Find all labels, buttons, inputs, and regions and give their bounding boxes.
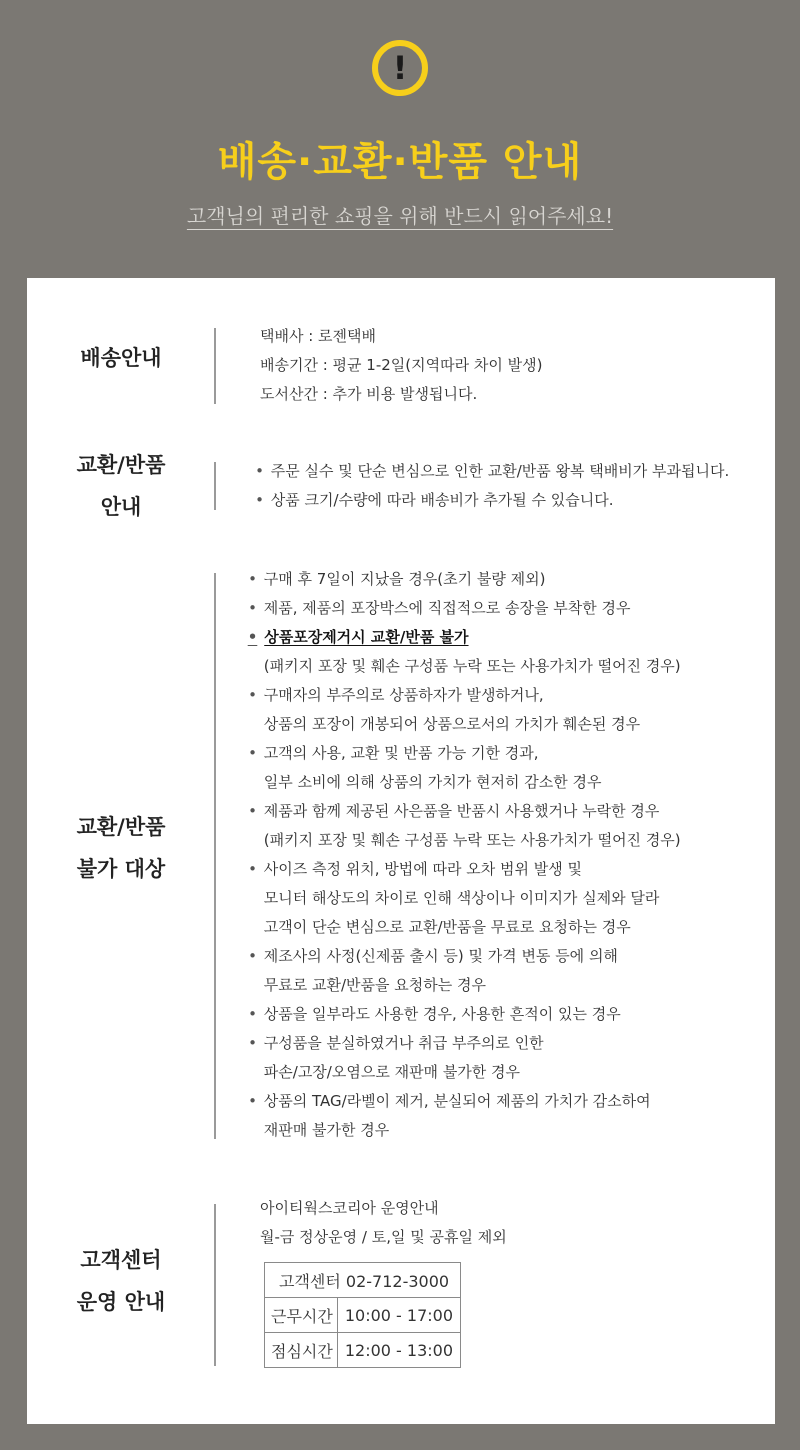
hours-label: 근무시간 [265,1298,338,1333]
list-item: • 고객의 사용, 교환 및 반품 가능 기한 경과, [248,744,539,762]
list-item: • 제품, 제품의 포장박스에 직접적으로 송장을 부착한 경우 [248,599,631,617]
not-allowed-divider [214,573,216,1139]
shipping-label: 배송안내 [80,346,162,370]
list-item-continued: 일부 소비에 의해 상품의 가치가 현저히 감소한 경우 [263,773,602,791]
list-item-continued: (패키지 포장 및 훼손 구성품 누락 또는 사용가치가 떨어진 경우) [263,657,681,675]
exchange-divider [214,462,216,510]
list-item-continued: 무료로 교환/반품을 요청하는 경우 [263,976,487,994]
exchange-bullet: • 주문 실수 및 단순 변심으로 인한 교환/반품 왕복 택배비가 부과됩니다. [255,462,730,480]
list-item: • 사이즈 측정 위치, 방법에 따라 오차 범위 발생 및 [248,860,583,878]
page-subtitle: 고객님의 편리한 쇼핑을 위해 반드시 읽어주세요! [186,204,614,228]
list-item: • 구매 후 7일이 지났을 경우(초기 불량 제외) [248,570,546,588]
customer-center-lines [260,1194,507,1252]
exclamation-icon: ! [372,40,428,96]
page-title: 배송·교환·반품 안내 [217,139,583,185]
list-item: • 구성품을 분실하였거나 취급 부주의로 인한 [248,1034,544,1052]
not-allowed-list [246,565,681,1145]
exchange-bullets [253,457,729,515]
shipping-lines [260,322,542,409]
exchange-label: 교환/반품 안내 [76,453,166,519]
page-header [0,0,800,278]
list-item: • 제품과 함께 제공된 사은품을 반품시 사용했거나 누락한 경우 [248,802,660,820]
list-item-emphasis: • 상품포장제거시 교환/반품 불가 [247,628,469,646]
exchange-bullet: • 상품 크기/수량에 따라 배송비가 추가될 수 있습니다. [255,491,614,509]
shipping-remote: 도서산간 : 추가 비용 발생됩니다. [260,385,478,403]
lunch-label: 점심시간 [265,1333,338,1368]
list-item-continued: 고객이 단순 변심으로 교환/반품을 무료로 요청하는 경우 [263,918,631,936]
phone-cell: 고객센터 02-712-3000 [265,1263,461,1298]
customer-center-label: 고객센터 운영 안내 [76,1248,166,1314]
shipping-courier: 택배사 : 로젠택배 [260,327,377,345]
list-item-continued: (패키지 포장 및 훼손 구성품 누락 또는 사용가치가 떨어진 경우) [263,831,681,849]
list-item-continued: 상품의 포장이 개봉되어 상품으로서의 가치가 훼손된 경우 [263,715,641,733]
info-panel [27,278,775,1424]
customer-center-table [264,1262,461,1368]
company-name: 아이티웍스코리아 운영안내 [260,1199,439,1217]
shipping-divider [214,328,216,404]
list-item-continued: 모니터 해상도의 차이로 인해 색상이나 이미지가 실제와 달라 [263,889,660,907]
shipping-period: 배송기간 : 평균 1-2일(지역따라 차이 발생) [260,356,543,374]
list-item: • 상품의 TAG/라벨이 제거, 분실되어 제품의 가치가 감소하여 [248,1092,651,1110]
not-allowed-label: 교환/반품 불가 대상 [76,815,166,881]
operation-days: 월-금 정상운영 / 토,일 및 공휴일 제외 [260,1228,507,1246]
list-item-continued: 재판매 불가한 경우 [263,1121,390,1139]
customer-center-divider [214,1204,216,1366]
list-item: • 상품을 일부라도 사용한 경우, 사용한 흔적이 있는 경우 [248,1005,621,1023]
hours-value: 10:00 - 17:00 [337,1298,460,1333]
list-item: • 제조사의 사정(신제품 출시 등) 및 가격 변동 등에 의해 [248,947,618,965]
list-item: • 구매자의 부주의로 상품하자가 발생하거나, [248,686,544,704]
lunch-value: 12:00 - 13:00 [337,1333,460,1368]
list-item-continued: 파손/고장/오염으로 재판매 불가한 경우 [263,1063,521,1081]
